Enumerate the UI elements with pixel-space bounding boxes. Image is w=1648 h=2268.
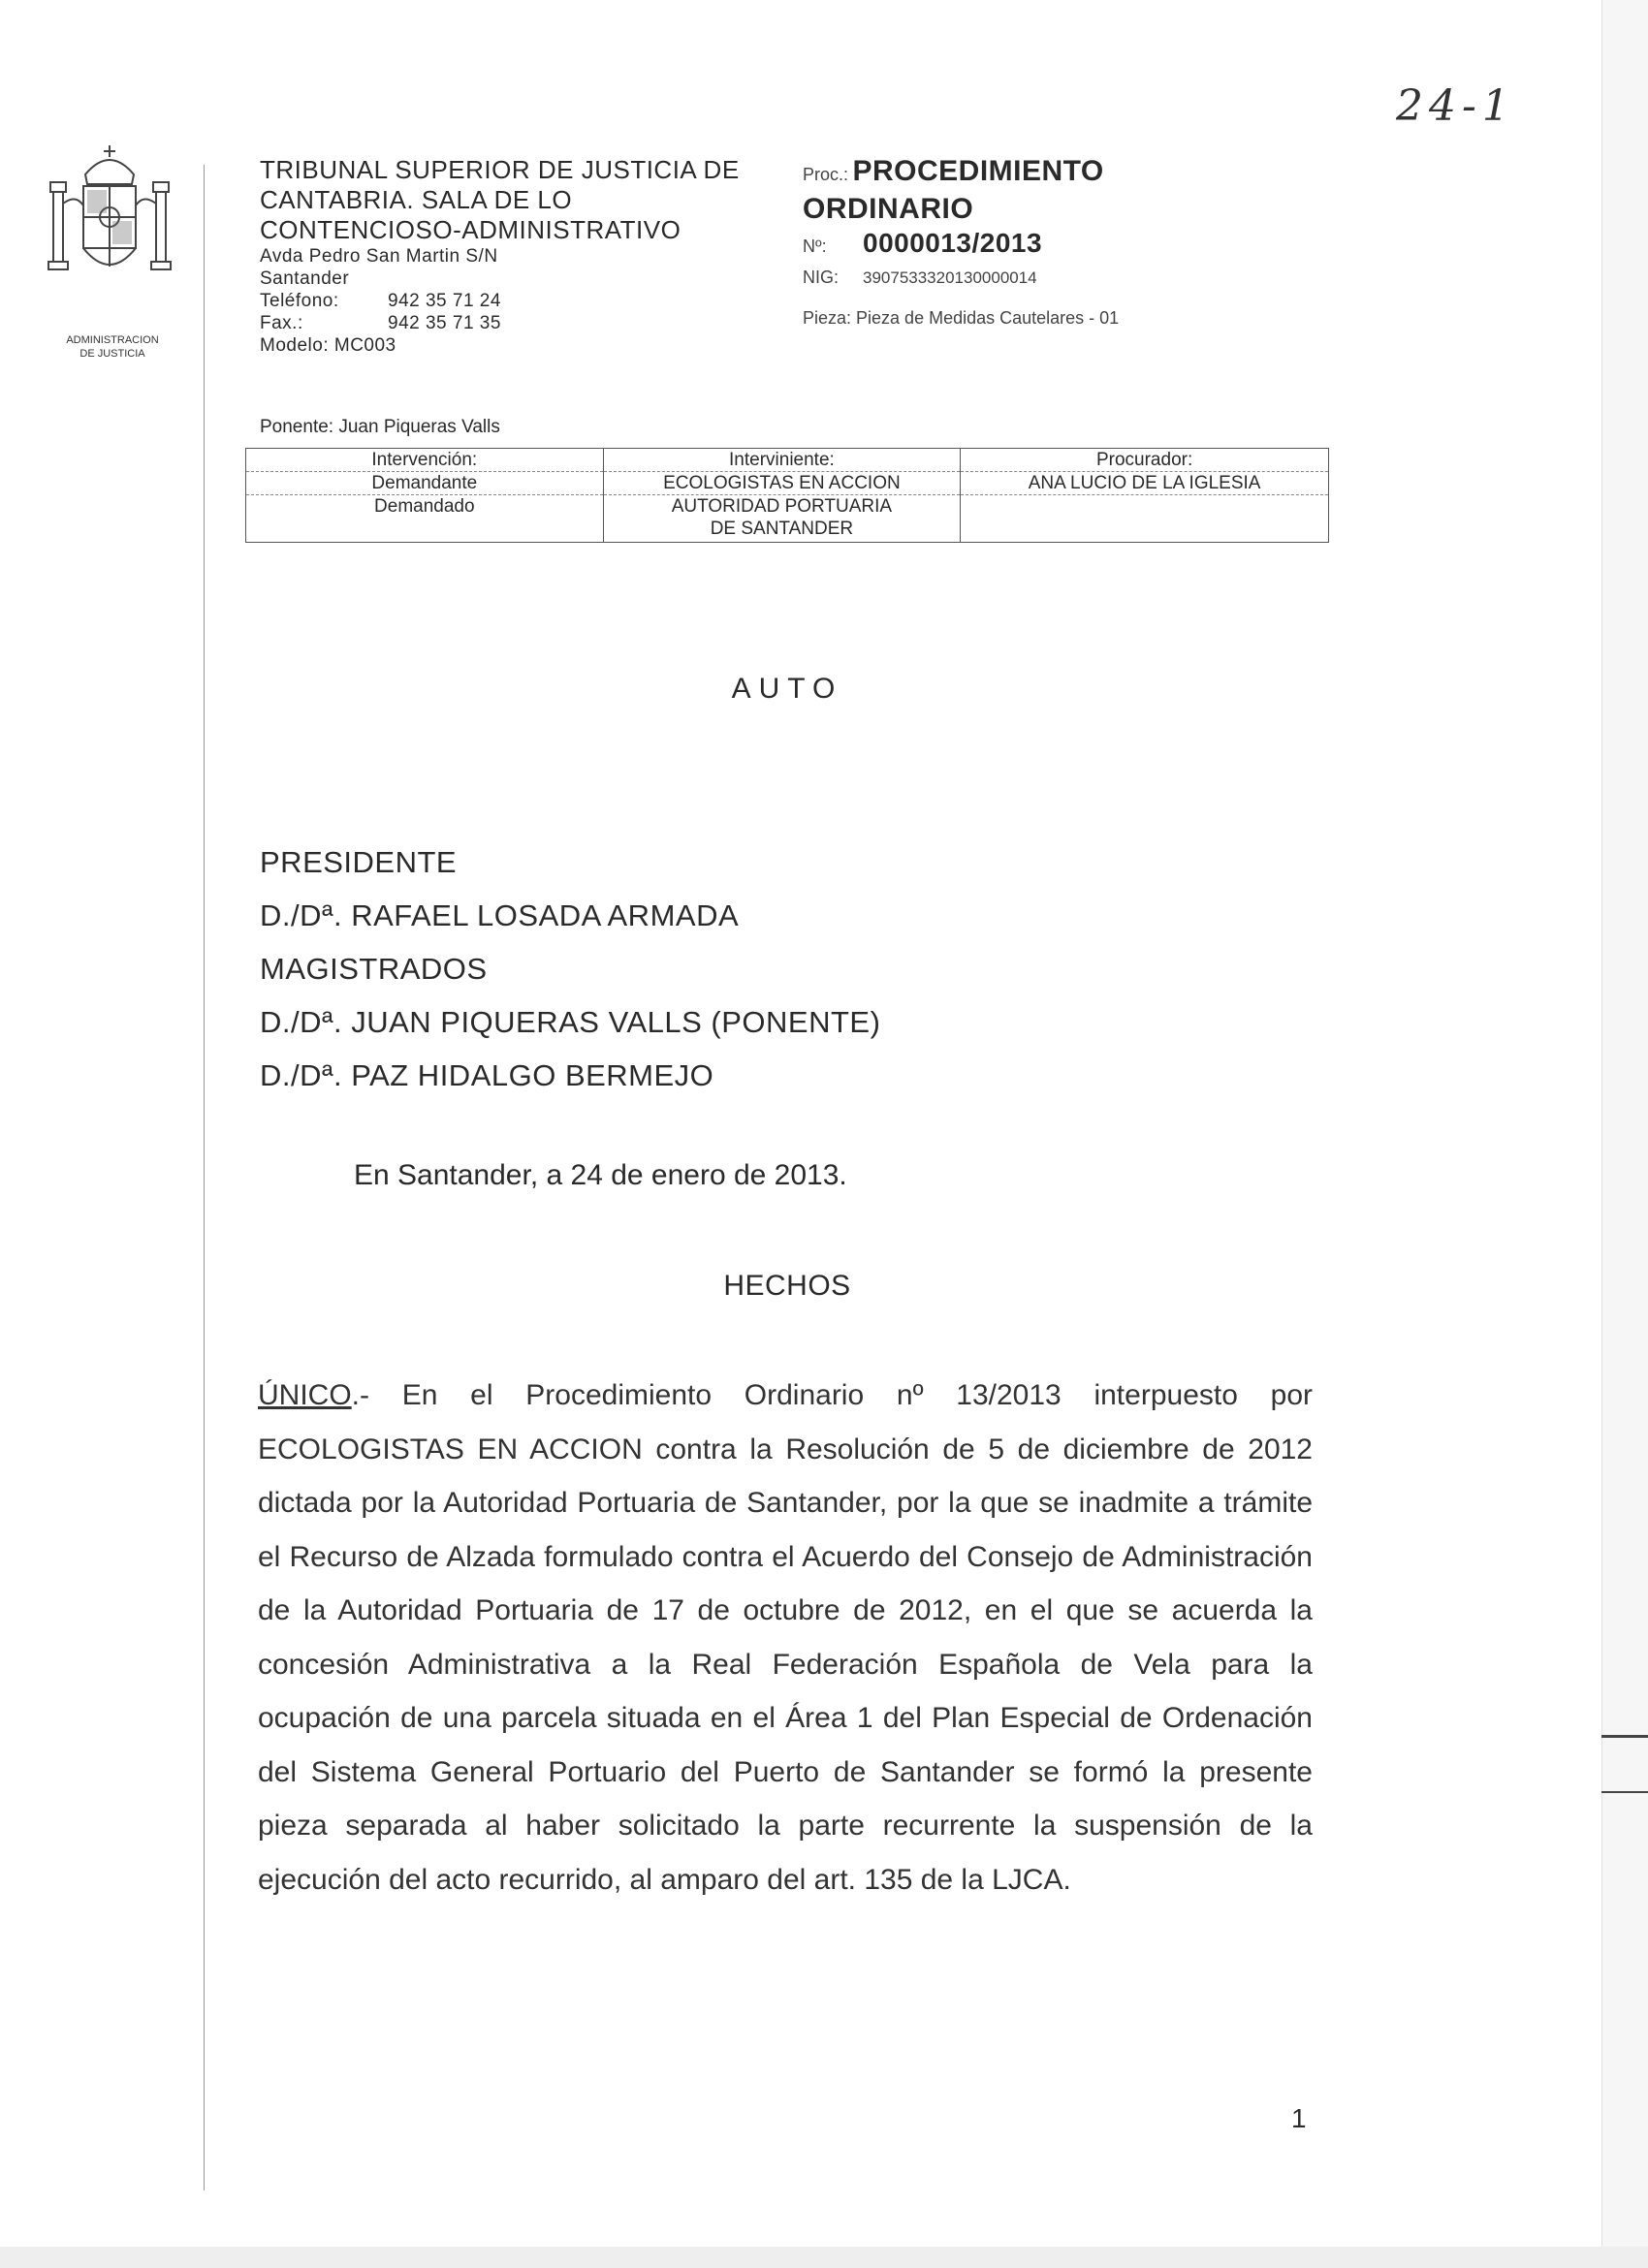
nig-number: 3907533320130000014 xyxy=(863,268,1037,287)
scan-right-edge xyxy=(1601,0,1648,2268)
facts-paragraph xyxy=(258,1369,1313,1906)
court-fax: Fax.: 942 35 71 35 xyxy=(260,313,501,333)
judges-list-item: D./Dª. JUAN PIQUERAS VALLS (PONENTE) xyxy=(260,1005,881,1039)
procedure-type: PROCEDIMIENTO xyxy=(852,155,1104,187)
handwritten-page-note: 24-1 xyxy=(1396,81,1515,131)
table-row xyxy=(246,495,1329,543)
table-header-cell: Procurador: xyxy=(961,449,1329,472)
court-city: Santander xyxy=(260,268,350,289)
scan-edge-mark xyxy=(1601,1791,1648,1793)
table-cell: AUTORIDAD PORTUARIA DE SANTANDER xyxy=(603,495,961,543)
table-cell: Demandado xyxy=(246,495,604,543)
paragraph-lead: ÚNICO xyxy=(258,1379,352,1411)
section-title: HECHOS xyxy=(723,1270,851,1302)
procedure-number: 0000013/2013 xyxy=(863,228,1043,258)
emblem-caption: ADMINISTRACION DE JUSTICIA xyxy=(66,334,159,360)
page-number: 1 xyxy=(1291,2103,1307,2133)
procedure-info: Proc.: PROCEDIMIENTO ORDINARIO Nº: 0000013/2013 NIG: 3907533320130000014 Pieza: Pieza de Medidas Cautelares - 01 xyxy=(803,155,1307,329)
court-model: Modelo: MC003 xyxy=(260,335,396,356)
table-header-cell: Intervención: xyxy=(246,449,604,472)
table-header-row xyxy=(246,449,1329,472)
scan-bottom-edge xyxy=(0,2247,1648,2268)
table-cell: ANA LUCIO DE LA IGLESIA xyxy=(961,472,1329,495)
judges-list-item: PRESIDENTE xyxy=(260,845,458,879)
judges-list-item: D./Dª. RAFAEL LOSADA ARMADA xyxy=(260,898,740,932)
judges-list-item: D./Dª. PAZ HIDALGO BERMEJO xyxy=(260,1058,714,1092)
table-cell xyxy=(961,495,1329,543)
document-title: AUTO xyxy=(731,673,843,705)
procedure-type: ORDINARIO xyxy=(803,193,974,225)
table-header-cell: Interviniente: xyxy=(603,449,961,472)
place-date: En Santander, a 24 de enero de 2013. xyxy=(354,1159,847,1191)
court-header xyxy=(260,155,783,357)
parties-table xyxy=(245,448,1329,543)
paragraph-text: .- En el Procedimiento Ordinario nº 13/2013 interpuesto por ECOLOGISTAS EN ACCION contra la Resolución de 5 de diciembre de 2012 dictada por la Autoridad Portuaria de Santander, por la que se inadmite a trámite el Recurso de Alzada formulado contra el Acuerdo del Consejo de Administración de la Autoridad Portuaria de 17 de octubre de 2012, en el que se acuerda la concesión Administrativa a la Real Federación Española de Vela para la ocupación de una parcela situada en el Área 1 del Plan Especial de Ordenación del Sistema General Portuario del Puerto de Santander se formó la presente pieza separada al haber solicitado la parte recurrente la suspensión de la ejecución del acto recurrido, al amparo del art. 135 de la LJCA. xyxy=(258,1379,1313,1896)
margin-line xyxy=(204,165,205,2190)
court-name: CONTENCIOSO-ADMINISTRATIVO xyxy=(260,215,681,244)
court-phone: Teléfono: 942 35 71 24 xyxy=(260,291,501,311)
court-name: TRIBUNAL SUPERIOR DE JUSTICIA DE xyxy=(260,155,740,184)
court-address: Avda Pedro San Martin S/N xyxy=(260,246,498,267)
table-row xyxy=(246,472,1329,495)
scan-edge-mark xyxy=(1601,1735,1648,1738)
table-cell: Demandante xyxy=(246,472,604,495)
court-name: CANTABRIA. SALA DE LO xyxy=(260,185,573,214)
table-cell: ECOLOGISTAS EN ACCION xyxy=(603,472,961,495)
pieza-label: Pieza: Pieza de Medidas Cautelares - 01 xyxy=(803,308,1120,328)
coat-of-arms-icon xyxy=(37,136,182,330)
judges-list-item: MAGISTRADOS xyxy=(260,952,488,986)
ponente-line: Ponente: Juan Piqueras Valls xyxy=(260,417,500,437)
judges-list xyxy=(260,835,880,1102)
